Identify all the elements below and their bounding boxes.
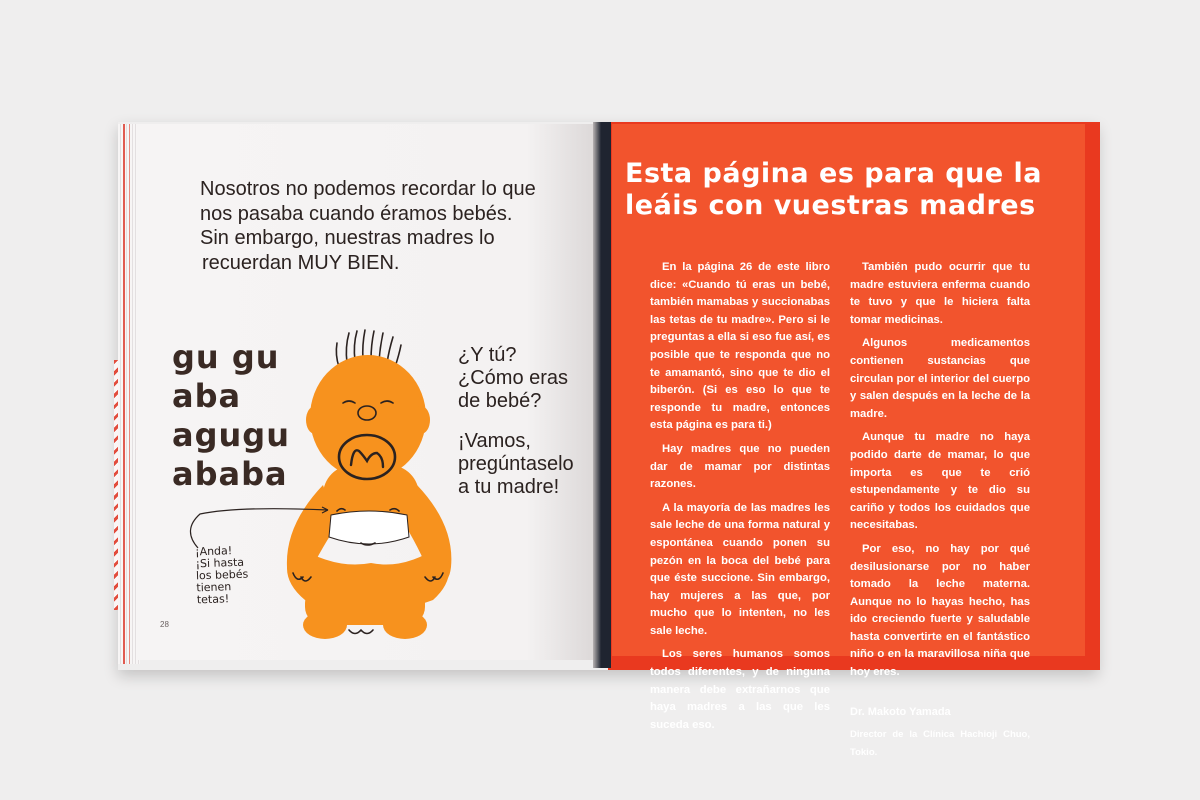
note-line: tienen: [196, 580, 232, 595]
book-gutter: [593, 122, 611, 668]
note-line: tetas!: [196, 592, 230, 607]
text-column-1: [650, 259, 830, 740]
text-column-2: [850, 259, 1030, 761]
paragraph: Algunos medicamentos contienen sustancias que circulan por el interior del cuerpo y salen después en la leche de la madre.: [850, 337, 1030, 420]
note-line: ¡Si hasta: [195, 555, 245, 571]
signature: [850, 704, 1030, 762]
intro-line: nos pasaba cuando éramos bebés.: [200, 202, 513, 225]
question-line: ¡Vamos,: [458, 430, 531, 452]
paragraph: A la mayoría de las madres les sale leche de una forma natural y espontánea cuando ponen su pezón en la boca del bebé para que éste succione. Sin embargo, hay mujeres a las que, por mucho que lo intenten, no les sale leche.: [650, 501, 830, 637]
question-line: pregúntaselo: [458, 453, 574, 475]
question-line: de bebé?: [458, 390, 542, 412]
paragraph: Los seres humanos somos todos diferentes, y de ninguna manera debe extrañarnos que haya madres a las que les suceda eso.: [650, 648, 830, 731]
paragraph: Hay madres que no pueden dar de mamar por distintas razones.: [650, 442, 830, 491]
baby-illustration: [265, 325, 465, 645]
note-line: los bebés: [195, 567, 249, 583]
paragraph: Aunque tu madre no haya podido darte de mamar, lo que importa es que te crió estupendamente y te dio su cariño y todos los cuidados que necesitabas.: [850, 431, 1030, 532]
headline-line: leáis con vuestras madres: [625, 190, 1036, 221]
headline-line: Esta página es para que la: [625, 158, 1043, 189]
note-line: ¡Anda!: [194, 544, 233, 559]
paragraph: También pudo ocurrir que tu madre estuviera enferma cuando te tuvo y que le hiciera falta tomar medicinas.: [850, 261, 1030, 326]
babble-line: ababa: [172, 455, 288, 493]
paragraph: En la página 26 de este libro dice: «Cuando tú eras un bebé, también mamabas y succionabas las tetas de tu madre». Pero si le preguntas a ella si eso fue así, es posible que te responda que no te amamantó, sino que te dio el biberón. (Si es eso lo que te responde tu madre, entonces esta página es para ti.): [650, 261, 830, 432]
intro-line: Nosotros no podemos recordar lo que: [200, 178, 536, 200]
question-line: ¿Cómo eras: [458, 367, 569, 389]
babble-line: aba: [172, 377, 242, 415]
paragraph: Por eso, no hay por qué desilusionarse por no haber tomado la leche materna. Aunque no lo hayas hecho, has ido creciendo fuerte y saludable hasta convertirte en el fantástico niño o en la maravillosa niña que hoy eres.: [850, 542, 1030, 679]
signature-role: Director de la Clínica Hachioji Chuo, Tokio.: [850, 729, 1030, 758]
babble-line: agugu: [172, 416, 290, 454]
intro-line: recuerdan MUY BIEN.: [202, 251, 400, 274]
question-text: [458, 344, 588, 499]
note-text: [195, 544, 277, 607]
intro-line: Sin embargo, nuestras madres lo: [200, 227, 495, 249]
signature-name: Dr. Makoto Yamada: [850, 705, 951, 718]
intro-text: [200, 177, 540, 275]
question-line: a tu madre!: [458, 476, 560, 498]
page-headline: [625, 158, 1065, 222]
page-number: 28: [160, 620, 169, 629]
question-line: ¿Y tú?: [458, 344, 517, 366]
babble-line: gu gu: [172, 338, 280, 376]
